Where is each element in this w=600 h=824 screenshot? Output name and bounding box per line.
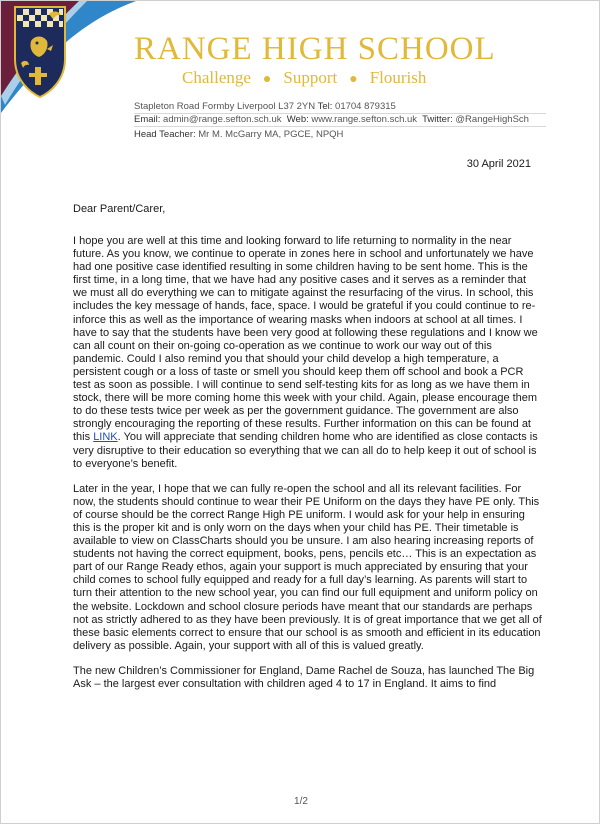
bullet-icon: ● bbox=[262, 72, 272, 87]
divider bbox=[134, 126, 546, 127]
address: Stapleton Road Formby Liverpool L37 2YN bbox=[134, 101, 316, 112]
school-name: RANGE HIGH SCHOOL bbox=[134, 31, 496, 67]
info-link[interactable]: LINK bbox=[93, 431, 118, 444]
email-link[interactable]: admin@range.sefton.sch.uk bbox=[163, 114, 282, 125]
shield-icon bbox=[15, 7, 65, 97]
school-motto bbox=[182, 68, 426, 88]
telephone: 01704 879315 bbox=[335, 101, 396, 112]
website-link[interactable]: www.range.sefton.sch.uk bbox=[311, 114, 418, 125]
head-teacher-label: Head Teacher: bbox=[134, 129, 196, 140]
web-label: Web: bbox=[286, 114, 309, 125]
twitter-handle[interactable]: @RangeHighSch bbox=[455, 114, 529, 125]
letter-body bbox=[73, 235, 543, 703]
head-teacher-name: Mr M. McGarry MA, PGCE, NPQH bbox=[198, 129, 344, 140]
motto-word: Flourish bbox=[369, 68, 427, 87]
head-teacher-line bbox=[134, 129, 343, 140]
tel-label: Tel: bbox=[317, 101, 333, 112]
paragraph-text: I hope you are well at this time and looking forward to life returning to normality in the near future. As you know, we continue to operate in zones here in school and unfortunately we have had one positive case identified resulting in some children having to be sent home. This is the first time, in a long time, that we have had any positive cases and it serves as a reminder that we must all do everything we can to mitigate against the resurfacing of the virus. In school, this includes the key message of hands, face, space. I would be grateful if you could continue to re-inforce this as well as the importance of wearing masks when indoors at school at all times. I have to say that the students have been very good at following these regulations and I know we can all count on their on-going co-operation as we continue to work our way out of this pandemic. Could I also remind you that should your child develop a high temperature, a persistent cough or a loss of taste or smell you should keep them off school and book a PCR test as soon as possible. I will continue to send self-testing kits for as long as we have them in stock, there will be more coming home this week with your child. Again, please encourage them to do these tests twice per week as per the government guidance. The government are also strongly encouraging the reporting of these results. Further information on this can be found at this bbox=[73, 235, 538, 444]
paragraph bbox=[73, 235, 543, 471]
contact-line bbox=[134, 114, 529, 125]
paragraph-text: . You will appreciate that sending children home who are identified as close contacts is very disruptive to their education so everything that we can all do to help keep it out of school is to everyone’s benefit. bbox=[73, 431, 538, 470]
bullet-icon: ● bbox=[349, 72, 358, 87]
school-crest-logo bbox=[1, 1, 136, 141]
salutation: Dear Parent/Carer, bbox=[73, 203, 166, 215]
letter-date: 30 April 2021 bbox=[466, 158, 531, 170]
twitter-label: Twitter: bbox=[422, 114, 453, 125]
address-line bbox=[134, 101, 396, 112]
motto-word: Challenge bbox=[182, 68, 251, 87]
paragraph: The new Children’s Commissioner for England, Dame Rachel de Souza, has launched The Big Ask – the largest ever consultation with children aged 4 to 17 in England. It aims to find bbox=[73, 664, 535, 690]
motto-word: Support bbox=[283, 68, 338, 87]
page-number: 1/2 bbox=[294, 796, 308, 807]
paragraph: Later in the year, I hope that we can fully re-open the school and all its relevant facilities. For now, the students should continue to wear their PE Uniform on the days they have PE only. This of course should be the correct Range High PE uniform. I would ask for your help in ensuring this is the proper kit and is only worn on the days when your child has PE. Their timetable is available to view on ClassCharts should you be unsure. I am also hearing increasing reports of students not having the correct equipment, books, pens, pencils etc… This is an expectation as part of our Range Ready ethos, again your support is much appreciated by ensuring that your child comes to school fully equipped and ready for a full day’s learning. As parents will start to turn their attention to the new school year, you can find our full equipment and uniform policy on the website. Lockdown and school closure periods have meant that our standards are perhaps not as strictly adhered to as they have been previously. It is of great importance that we get all of these basic elements correct to ensure that our school is as smooth and efficient in its education delivery as possible. Again, your support with all of this is valued greatly. bbox=[73, 482, 542, 652]
email-label: Email: bbox=[134, 114, 161, 125]
